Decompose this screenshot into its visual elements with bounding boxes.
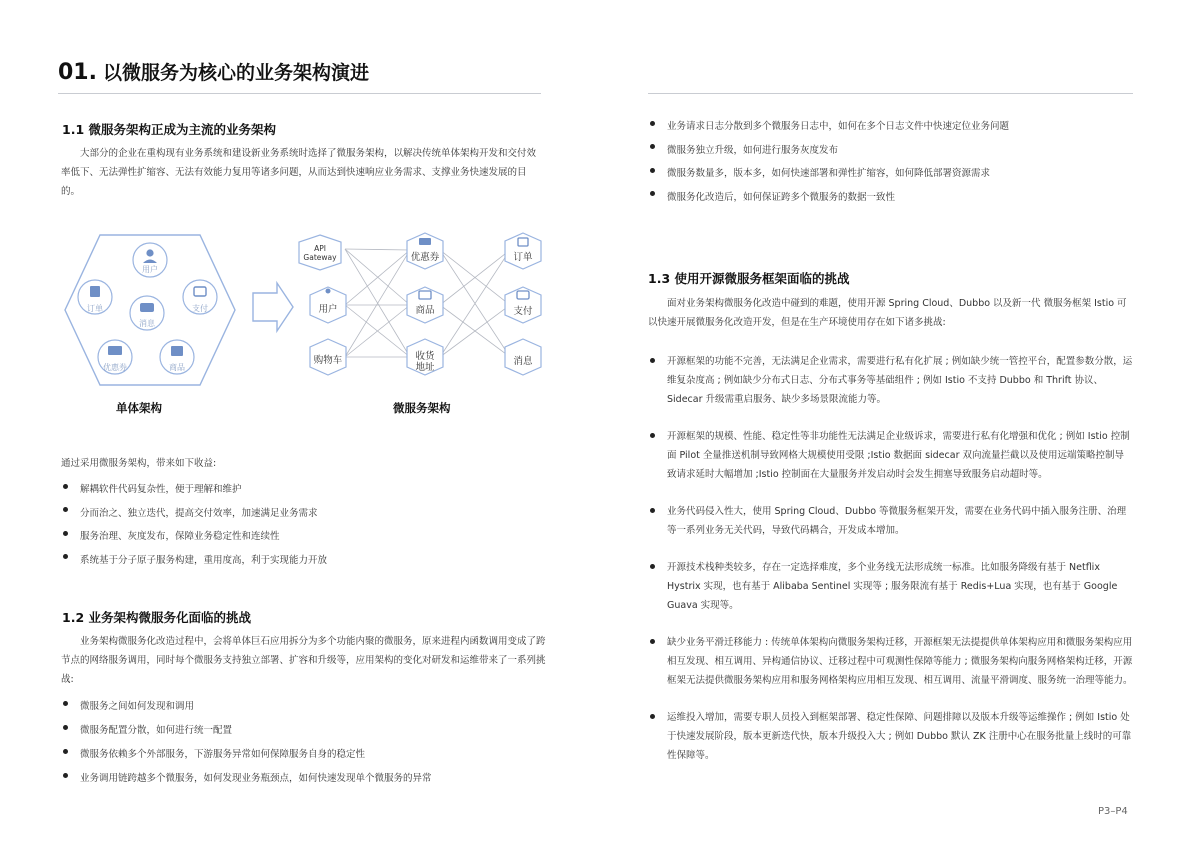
framework-challenges-list (648, 352, 1133, 765)
challenges-list-right (648, 115, 1133, 209)
paragraph-1-3: 面对业务架构微服务化改造中碰到的难题，使用开源 Spring Cloud、Dubbo 以及新一代 微服务框架 Istio 可以快速开展微服务化改造开发，但是在生产环境使用存在如下诸多挑战: (648, 298, 1127, 328)
micro-label-address-1: 收货 (415, 351, 435, 362)
micro-label-order: 订单 (513, 252, 533, 263)
paragraph-1-1: 大部分的企业在重构现有业务系统和建设新业务系统时选择了微服务架构，以解决传统单体架构开发和交付效率低下、无法弹性扩缩容、无法有效能力复用等诸多问题，从而达到快速响应业务需求、支撑业务快速发展的目的。 (61, 148, 537, 197)
title-divider (58, 93, 541, 94)
list-item: 微服务之间如何发现和调用 (61, 695, 547, 719)
mono-label-coupon: 优惠券 (103, 363, 127, 372)
list-item: 业务代码侵入性大，使用 Spring Cloud、Dubbo 等微服务框架开发，需要在业务代码中插入服务注册、治理等一系列业务无关代码，导致代码耦合，开发成本增加。 (648, 502, 1133, 540)
mono-title: 单体架构 (116, 401, 162, 415)
micro-label-message: 消息 (513, 356, 533, 367)
list-item: 业务调用链跨越多个微服务，如何发现业务瓶颈点，如何快速发现单个微服务的异常 (61, 767, 547, 791)
gateway-label-1: API (314, 244, 326, 253)
list-item: 服务治理、灰度发布，保障业务稳定性和连续性 (61, 525, 543, 549)
heading-1-2: 1.2 业务架构微服务化面临的挑战 (62, 610, 251, 625)
list-item: 业务请求日志分散到多个微服务日志中，如何在多个日志文件中快速定位业务问题 (648, 115, 1133, 139)
benefits-intro: 通过采用微服务架构，带来如下收益: (61, 458, 217, 469)
micro-label-cart: 购物车 (313, 355, 343, 366)
gateway-label-2: Gateway (303, 253, 337, 262)
list-item: 开源框架的规模、性能、稳定性等非功能性无法满足企业级诉求，需要进行私有化增强和优化 ; 例如 Istio 控制面 Pilot 全量推送机制导致网格大规模使用受限 ;Istio 数据面 sidecar 双向流量拦截以及使用远端策略控制导致请求延时大幅增加 ;Istio 控制面在大量服务并发启动时会发生拥塞导致服务启动超时等。 (648, 427, 1133, 484)
page-number: P3–P4 (1098, 806, 1128, 817)
micro-label-address-2: 地址 (415, 362, 435, 373)
benefits-list (61, 478, 543, 572)
list-item: 缺少业务平滑迁移能力 : 传统单体架构向微服务架构迁移，开源框架无法提提供单体架构应用和微服务架构应用相互发现、相互调用、异构通信协议、迁移过程中可观测性保障等能力 ; 微服务架构向服务网格架构迁移，开源框架无法提供微服务架构应用和服务网格架构应用相互发现、相互调用、流量平滑调度、服务统一治理等能力。 (648, 633, 1133, 690)
list-item: 微服务数量多，版本多，如何快速部署和弹性扩缩容，如何降低部署资源需求 (648, 162, 1133, 186)
micro-node-order (505, 233, 541, 269)
micro-label-pay: 支付 (513, 306, 533, 317)
micro-label-user: 用户 (318, 304, 338, 315)
list-item: 运维投入增加，需要专职人员投入到框架部署、稳定性保障、问题排障以及版本升级等运维操作 ; 例如 Istio 处于快速发展阶段，版本更新迭代快，版本升级投入大 ; 例如 Dubbo 默认 ZK 注册中心在服务批量上线时的可靠性保障等。 (648, 708, 1133, 765)
mono-label-order: 订单 (87, 304, 103, 313)
architecture-diagram (55, 225, 555, 425)
section-number: 01. (58, 60, 97, 85)
mono-label-user: 用户 (142, 265, 158, 274)
list-item: 开源技术栈种类较多，存在一定选择难度，多个业务线无法形成统一标准。比如服务降级有基于 Netflix Hystrix 实现，也有基于 Alibaba Sentinel 实现等 ; 服务限流有基于 Redis+Lua 实现，也有基于 Google Guava 实现等。 (648, 558, 1133, 615)
page-title (58, 58, 369, 85)
micro-node-coupon (407, 233, 443, 269)
list-item: 分而治之、独立迭代，提高交付效率，加速满足业务需求 (61, 502, 543, 526)
micro-title: 微服务架构 (393, 401, 451, 415)
mono-label-pay: 支付 (192, 304, 208, 313)
title-divider-right (648, 93, 1133, 94)
list-item: 微服务化改造后，如何保证跨多个微服务的数据一致性 (648, 186, 1133, 210)
list-item: 微服务独立升级，如何进行服务灰度发布 (648, 139, 1133, 163)
mono-label-goods: 商品 (169, 363, 185, 372)
challenges-list-left (61, 695, 547, 791)
list-item: 解耦软件代码复杂性，便于理解和维护 (61, 478, 543, 502)
list-item: 微服务配置分散，如何进行统一配置 (61, 719, 547, 743)
micro-label-goods: 商品 (415, 305, 435, 316)
micro-label-coupon: 优惠券 (410, 252, 440, 263)
micro-node-pay (505, 287, 541, 323)
list-item: 微服务依赖多个外部服务，下游服务异常如何保障服务自身的稳定性 (61, 743, 547, 767)
heading-1-3: 1.3 使用开源微服务框架面临的挑战 (648, 271, 850, 286)
mono-label-message: 消息 (139, 319, 155, 328)
arrow-right-icon (253, 283, 293, 331)
paragraph-1-2: 业务架构微服务化改造过程中，会将单体巨石应用拆分为多个功能内聚的微服务，原来进程内函数调用变成了跨节点的网络服务调用，同时每个微服务支持独立部署、扩容和升级等，应用架构的变化对研发和运维带来了一系列挑战: (61, 636, 546, 685)
heading-1-1: 1.1 微服务架构正成为主流的业务架构 (62, 122, 276, 137)
list-item: 系统基于分子原子服务构建，重用度高，利于实现能力开放 (61, 549, 543, 573)
list-item: 开源框架的功能不完善，无法满足企业需求，需要进行私有化扩展 ; 例如缺少统一管控平台，配置参数分散，运维复杂度高 ; 例如缺少分布式日志、分布式事务等基础组件 ; 例如 Istio 不支持 Dubbo 和 Thrift 协议、Sidecar 升级需重启服务、缺少多场景限流能力等。 (648, 352, 1133, 409)
section-title: 以微服务为核心的业务架构演进 (102, 62, 369, 84)
